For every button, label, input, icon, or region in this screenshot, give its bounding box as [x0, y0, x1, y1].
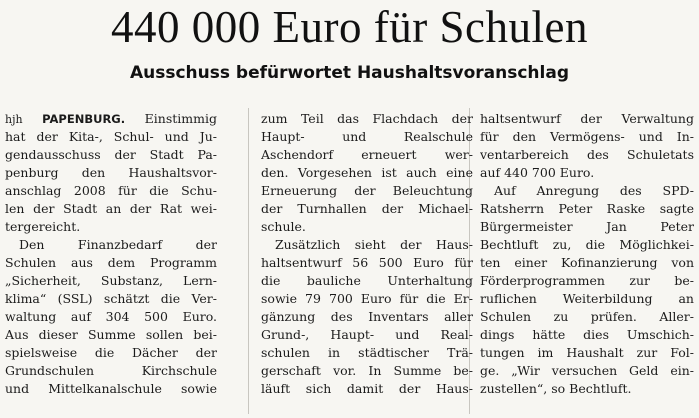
body-line: klima“ (SSL) schätzt die Ver-: [5, 291, 217, 306]
body-line: die bauliche Unterhaltung: [261, 273, 473, 288]
body-line: waltung auf 304 500 Euro.: [5, 309, 217, 324]
column-divider: [248, 108, 249, 414]
body-line: hjh PAPENBURG. Einstimmig: [5, 111, 217, 126]
body-line: Grundschulen Kirchschule: [5, 363, 217, 378]
body-line: den. Vorgesehen ist auch eine: [261, 165, 473, 180]
body-line: penburg den Haushaltsvor-: [5, 165, 217, 180]
body-line: für den Vermögens- und In-: [480, 129, 694, 144]
body-line: Ratsherrn Peter Raske sagte: [480, 201, 694, 216]
body-line: gendausschuss der Stadt Pa-: [5, 147, 217, 162]
body-line: Grund-, Haupt- und Real-: [261, 327, 473, 342]
body-line: Förderprogrammen zur be-: [480, 273, 694, 288]
body-line: Auf Anregung des SPD-: [494, 183, 694, 198]
body-line: Zusätzlich sieht der Haus-: [275, 237, 473, 252]
body-line: gerschaft vor. In Summe be-: [261, 363, 473, 378]
body-line: Bürgermeister Jan Peter: [480, 219, 694, 234]
author-initials: hjh: [5, 113, 23, 126]
body-line: Erneuerung der Beleuchtung: [261, 183, 473, 198]
article-headline: 440 000 Euro für Schulen: [111, 2, 588, 52]
body-line: ventarbereich des Schuletats: [480, 147, 694, 162]
body-line: zustellen“, so Bechtluft.: [480, 381, 632, 396]
dateline: PAPENBURG.: [42, 112, 126, 126]
body-line: „Sicherheit, Substanz, Lern-: [5, 273, 217, 288]
body-line: auf 440 700 Euro.: [480, 165, 595, 180]
body-line: tergereicht.: [5, 219, 81, 234]
body-line: Schulen zu prüfen. Aller-: [480, 309, 694, 324]
body-line: ten einer Kofinanzierung von: [480, 255, 694, 270]
body-line: tungen im Haushalt zur Fol-: [480, 345, 694, 360]
body-line: Den Finanzbedarf der: [19, 237, 217, 252]
body-line: schulen in städtischer Trä-: [261, 345, 473, 360]
body-line: hat der Kita-, Schul- und Ju-: [5, 129, 217, 144]
body-line: ruflichen Weiterbildung an: [480, 291, 694, 306]
body-line: spielsweise die Dächer der: [5, 345, 217, 360]
body-line: der Turnhallen der Michael-: [261, 201, 473, 216]
body-line: dings hätte dies Umschich-: [480, 327, 694, 342]
article-column-1: [5, 110, 217, 398]
body-line: Aus dieser Summe sollen bei-: [5, 327, 217, 342]
body-line: anschlag 2008 für die Schu-: [5, 183, 217, 198]
body-line: Schulen aus dem Programm: [5, 255, 217, 270]
body-line: gänzung des Inventars aller: [261, 309, 473, 324]
article-column-3: [480, 110, 694, 398]
body-line: len der Stadt an der Rat wei-: [5, 201, 217, 216]
body-line: sowie 79 700 Euro für die Er-: [261, 291, 473, 306]
body-line: haltsentwurf der Verwaltung: [480, 111, 694, 126]
body-line: zum Teil das Flachdach der: [261, 111, 473, 126]
article-subheadline: Ausschuss befürwortet Haushaltsvoranschlag: [129, 63, 570, 83]
article-column-2: [261, 110, 473, 398]
body-line: ge. „Wir versuchen Geld ein-: [480, 363, 694, 378]
body-line: Aschendorf erneuert wer-: [261, 147, 473, 162]
body-line: Bechtluft zu, die Möglichkei-: [480, 237, 694, 252]
body-line: Haupt- und Realschule: [261, 129, 473, 144]
body-line: haltsentwurf 56 500 Euro für: [261, 255, 473, 270]
body-line: schule.: [261, 219, 306, 234]
body-line: und Mittelkanalschule sowie: [5, 381, 217, 396]
body-line: läuft sich damit der Haus-: [261, 381, 473, 396]
